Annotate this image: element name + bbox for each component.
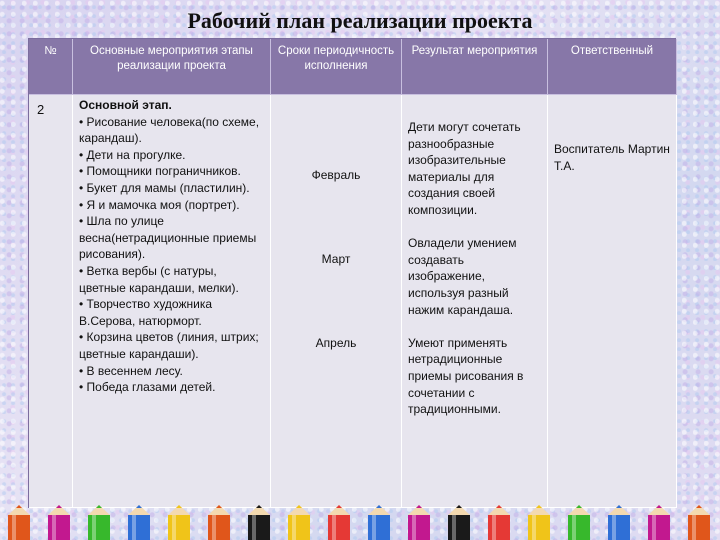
results-cell	[402, 95, 548, 508]
row-number: 2	[29, 95, 73, 508]
pencil-icon	[688, 505, 710, 540]
activity-item: • Победа глазами детей.	[79, 380, 216, 395]
header-activities: Основные мероприятия этапы реализации проекта	[73, 39, 271, 95]
activity-item: • Букет для мамы (пластилин).	[79, 180, 250, 195]
pencil-icon	[208, 505, 230, 540]
pencil-icon	[608, 505, 630, 540]
pencil-icon	[168, 505, 190, 540]
pencil-icon	[288, 505, 310, 540]
pencil-icon	[328, 505, 350, 540]
result-item: Овладели умением создавать изображение, используя разный нажим карандаша.	[408, 236, 517, 317]
responsible-cell: Воспитатель Мартин Т.А.	[548, 95, 677, 508]
activity-item: • Рисование человека(по схеме, карандаш).	[79, 114, 260, 146]
date-april: Апрель	[315, 336, 357, 350]
pencils-border-decoration	[0, 505, 720, 540]
pencil-icon	[568, 505, 590, 540]
slide-title: Рабочий план реализации проекта	[187, 8, 533, 33]
stage-title: Основной этап.	[79, 98, 172, 112]
activity-item: • Ветка вербы (с натуры, цветные карандаши, мелки).	[79, 263, 239, 295]
header-result: Результат мероприятия	[402, 39, 548, 95]
pencil-icon	[488, 505, 510, 540]
activities-cell	[73, 95, 271, 508]
activity-item: • Творчество художника В.Серова, натюрморт.	[79, 297, 213, 328]
activity-item: • Дети на прогулке.	[79, 147, 186, 162]
header-dates: Сроки периодичность исполнения	[271, 39, 402, 95]
pencil-icon	[368, 505, 390, 540]
activity-item: • Корзина цветов (линия, штрих; цветные карандаши).	[79, 330, 259, 361]
pencil-icon	[248, 505, 270, 540]
pencil-icon	[48, 505, 70, 540]
pencil-icon	[128, 505, 150, 540]
project-plan-table	[28, 38, 676, 508]
result-item: Дети могут сочетать разнообразные изобразительные материалы для создания своей композиции.	[408, 120, 521, 217]
pencil-icon	[8, 505, 30, 540]
pencil-icon	[528, 505, 550, 540]
date-february: Февраль	[311, 168, 361, 182]
pencil-icon	[448, 505, 470, 540]
dates-cell	[271, 95, 402, 508]
date-march: Март	[321, 252, 351, 266]
activity-item: • Помощники пограничников.	[79, 164, 241, 179]
header-responsible: Ответственный	[548, 39, 677, 95]
pencil-icon	[88, 505, 110, 540]
activity-item: • Шла по улице весна(нетрадиционные приемы рисования).	[79, 214, 257, 262]
header-number: №	[29, 39, 73, 95]
pencil-icon	[408, 505, 430, 540]
activity-item: • Я и мамочка моя (портрет).	[79, 197, 240, 212]
pencil-icon	[648, 505, 670, 540]
result-item: Умеют применять нетрадиционные приемы рисования в сочетании с традиционными.	[408, 335, 524, 417]
activity-item: • В весеннем лесу.	[79, 363, 183, 378]
